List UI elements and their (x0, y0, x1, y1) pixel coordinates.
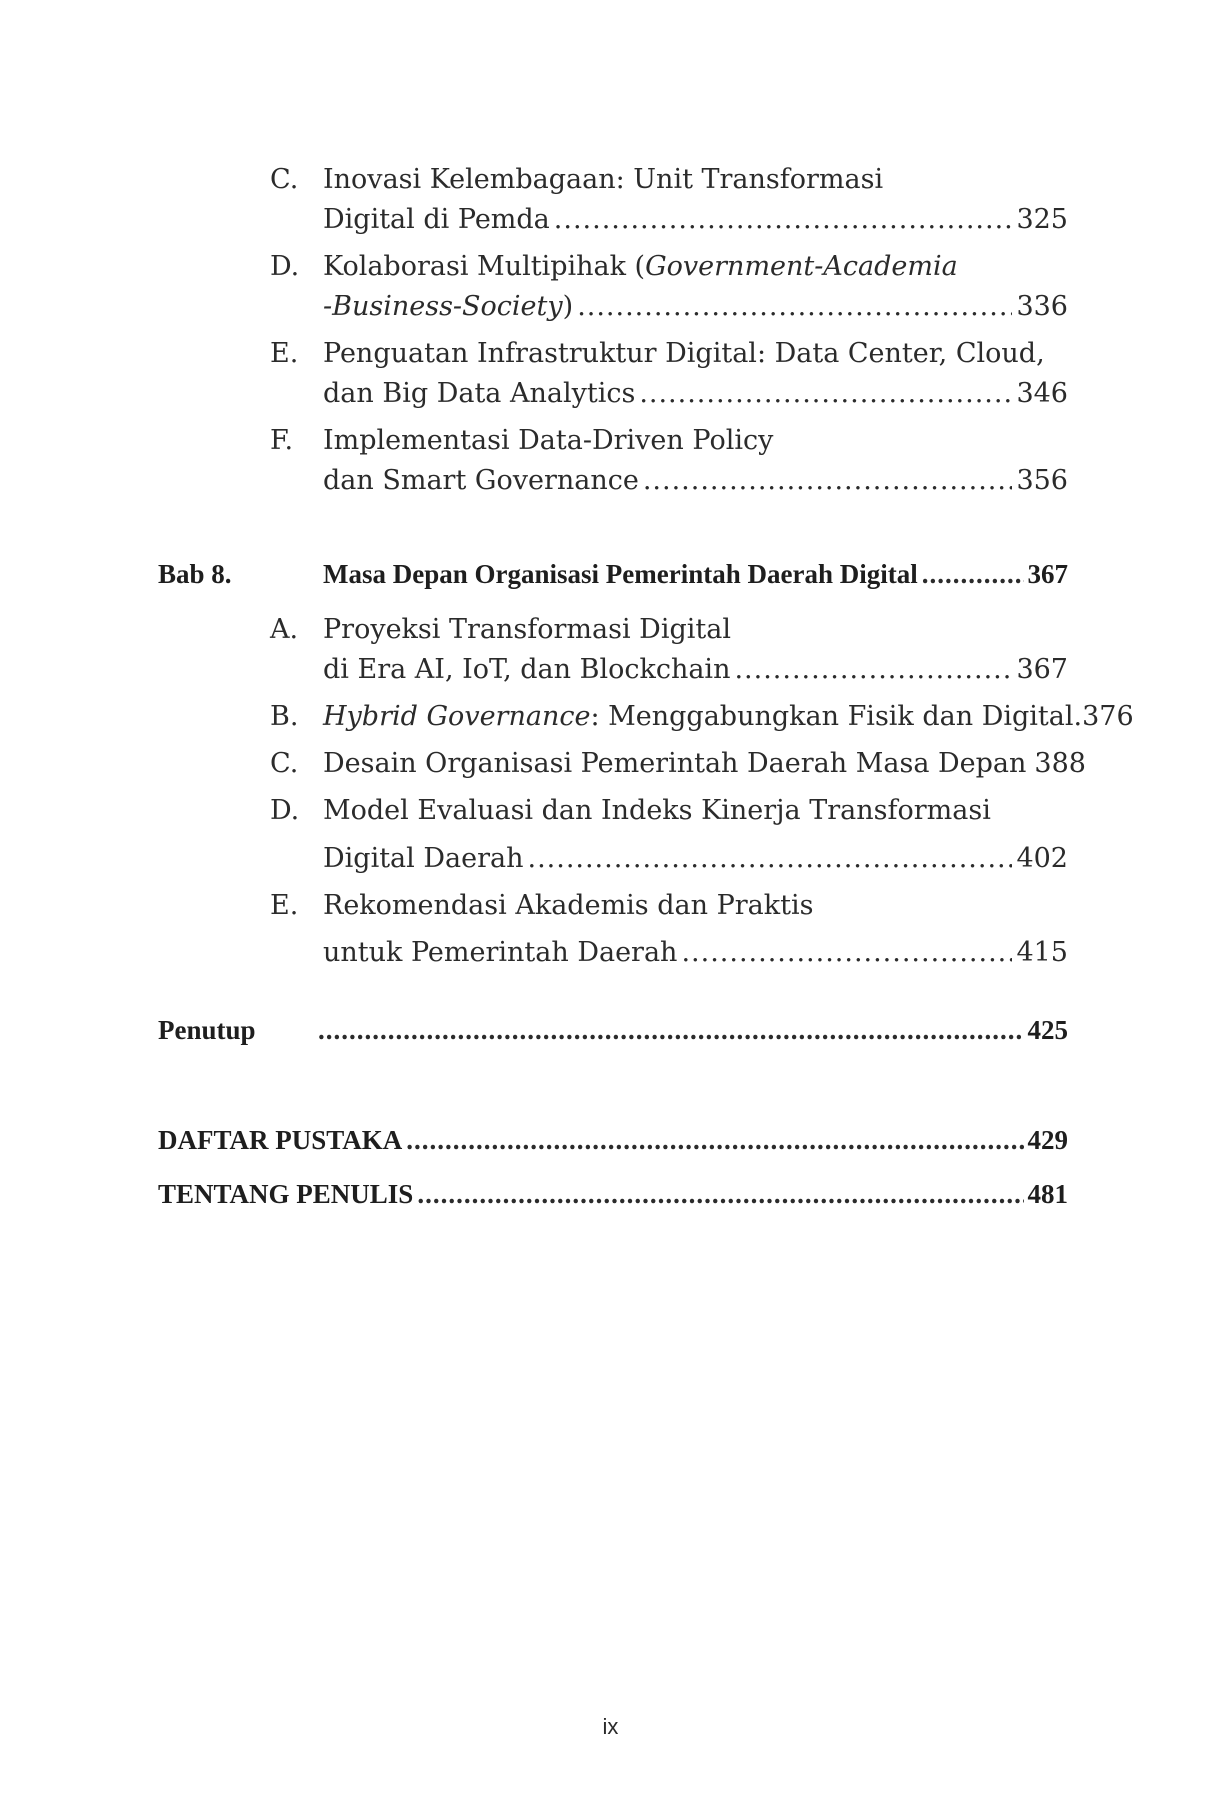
leader-dots (734, 652, 1012, 688)
chapter-title: Masa Depan Organisasi Pemerintah Daerah Digital (323, 559, 918, 589)
leader-dots (639, 376, 1012, 412)
section-letter: A. (270, 614, 299, 645)
section-title-line: Model Evaluasi dan Indeks Kinerja Transformasi (323, 795, 991, 826)
leader-dots (554, 202, 1013, 238)
page-ref: 425 (1027, 1015, 1068, 1045)
leader-dots (643, 463, 1013, 499)
section-letter: C. (270, 748, 299, 779)
page-ref: 367 (1016, 654, 1068, 685)
section-title-line: -Business-Society) (323, 291, 574, 322)
toc-entry[interactable] (323, 652, 1068, 688)
leader-dots (577, 289, 1012, 325)
page-ref: 367 (1027, 559, 1068, 589)
section-letter: E. (270, 338, 299, 369)
toc-entry[interactable] (323, 746, 1086, 782)
chapter-label: Bab 8. (158, 559, 232, 589)
section-letter: B. (270, 701, 299, 732)
daftar-pustaka-label: DAFTAR PUSTAKA (158, 1125, 403, 1155)
section-title-line: untuk Pemerintah Daerah (323, 937, 678, 968)
page-ref: 415 (1016, 937, 1068, 968)
page-ref: 325 (1016, 204, 1068, 235)
section-title-line: Inovasi Kelembagaan: Unit Transformasi (323, 164, 884, 195)
tentang-penulis-entry[interactable] (158, 1176, 1068, 1212)
toc-entry[interactable] (323, 202, 1068, 238)
tentang-penulis-label: TENTANG PENULIS (158, 1179, 414, 1209)
page-ref: 376 (1082, 701, 1134, 732)
page-ref: 388 (1034, 748, 1086, 779)
section-title-line: di Era AI, IoT, dan Blockchain (323, 654, 731, 685)
page-ref: 336 (1016, 291, 1068, 322)
section-title-line: Implementasi Data-Driven Policy (323, 425, 774, 456)
page-ref: 429 (1027, 1125, 1068, 1155)
section-letter: E. (270, 890, 299, 921)
section-title-line: Digital di Pemda (323, 204, 550, 235)
section-letter: D. (270, 251, 300, 282)
section-title-line: Digital Daerah (323, 843, 524, 874)
leader-dots (417, 1176, 1023, 1212)
toc-entry[interactable] (323, 289, 1068, 325)
penutup-label: Penutup (158, 1015, 256, 1045)
toc-entry[interactable] (323, 935, 1068, 971)
section-letter: D. (270, 795, 300, 826)
leader-dots (681, 935, 1012, 971)
toc-entry[interactable] (323, 841, 1068, 877)
page-ref: 481 (1027, 1179, 1068, 1209)
section-title-line: Rekomendasi Akademis dan Praktis (323, 890, 814, 921)
penutup-entry[interactable] (318, 1012, 1068, 1048)
section-title-line: dan Big Data Analytics (323, 378, 636, 409)
leader-dots (406, 1122, 1023, 1158)
page-ref: 356 (1016, 465, 1068, 496)
leader-dots (922, 556, 1024, 592)
section-title-line: Proyeksi Transformasi Digital (323, 614, 731, 645)
section-title-line: Penguatan Infrastruktur Digital: Data Center, Cloud, (323, 338, 1045, 369)
leader-dots (318, 1012, 1024, 1048)
page-number: ix (602, 1714, 619, 1739)
toc-entry[interactable] (323, 463, 1068, 499)
section-letter: C. (270, 164, 299, 195)
page-ref: 402 (1016, 843, 1068, 874)
section-title-line: Kolaborasi Multipihak (Government-Academia (323, 251, 958, 282)
leader-dots (527, 841, 1012, 877)
toc-entry[interactable] (323, 699, 1134, 735)
toc-entry[interactable] (323, 376, 1068, 412)
section-title-line: dan Smart Governance (323, 465, 639, 496)
chapter-entry[interactable] (323, 556, 1068, 592)
page-ref: 346 (1016, 378, 1068, 409)
section-title-line: Desain Organisasi Pemerintah Daerah Masa Depan (323, 748, 1027, 779)
section-title-line: Hybrid Governance: Menggabungkan Fisik dan Digital. (323, 701, 1083, 732)
section-letter: F. (270, 425, 294, 456)
daftar-pustaka-entry[interactable] (158, 1122, 1068, 1158)
